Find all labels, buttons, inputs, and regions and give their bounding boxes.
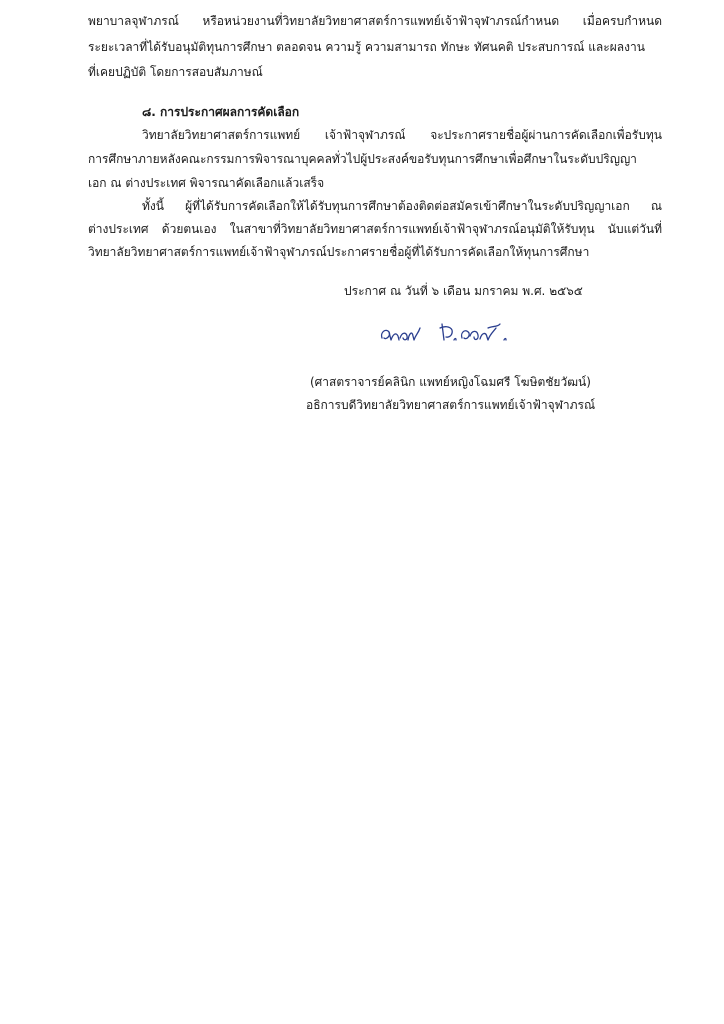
- section-8-para-2-line-3: วิทยาลัยวิทยาศาสตร์การแพทย์เจ้าฟ้าจุฬาภรณ์ประกาศรายชื่อผู้ที่ได้รับการคัดเลือกให้ทุนการศึกษา: [88, 245, 590, 259]
- section-8-para-1-line-1: [142, 127, 662, 143]
- signature-stroke: [454, 339, 456, 341]
- para-2-line-2-part-1: ต่างประเทศ: [88, 222, 149, 236]
- signature-stroke: [480, 328, 496, 340]
- signature-stroke: [470, 331, 478, 339]
- section-8-heading: ๘. การประกาศผลการคัดเลือก: [142, 105, 300, 119]
- announcement-date: ประกาศ ณ วันที่ ๖ เดือน มกราคม พ.ศ. ๒๕๖๕: [344, 284, 583, 298]
- para-2-line-2-part-2: ด้วยตนเอง: [161, 222, 217, 236]
- signature-stroke: [462, 331, 470, 339]
- section-8-para-1-line-3: เอก ณ ต่างประเทศ พิจารณาคัดเลือกแล้วเสร็จ: [88, 176, 325, 190]
- para-2-line-1-part-3: ณ: [650, 199, 662, 213]
- signature-image: [376, 316, 526, 350]
- section-8-para-2-line-1: [142, 198, 662, 214]
- section-8-para-1-line-2: การศึกษาภายหลังคณะกรรมการพิจารณาบุคคลทั่วไปผู้ประสงค์ขอรับทุนการศึกษาเพื่อศึกษาในระดับปริญญา: [88, 152, 637, 166]
- para-1-line-1-part-1: วิทยาลัยวิทยาศาสตร์การแพทย์: [142, 128, 301, 142]
- intro-line-1-part-3: เมื่อครบกำหนด: [582, 14, 662, 28]
- intro-line-1: [88, 13, 662, 29]
- signature-stroke: [382, 330, 390, 338]
- para-2-line-1-part-2: ผู้ที่ได้รับการคัดเลือกให้ได้รับทุนการศึกษาต้องติดต่อสมัครเข้าศึกษาในระดับปริญญาเอก: [185, 199, 630, 213]
- signature-stroke: [440, 327, 452, 337]
- signer-title: อธิการบดีวิทยาลัยวิทยาศาสตร์การแพทย์เจ้าฟ้าจุฬาภรณ์: [306, 398, 596, 412]
- intro-line-2: ระยะเวลาที่ได้รับอนุมัติทุนการศึกษา ตลอดจน ความรู้ ความสามารถ ทักษะ ทัศนคติ ประสบการณ์ และผลงาน: [88, 40, 645, 54]
- para-2-line-2-part-3: ในสาขาที่วิทยาลัยวิทยาศาสตร์การแพทย์เจ้าฟ้าจุฬาภรณ์อนุมัติให้รับทุน: [229, 222, 595, 236]
- signature-stroke: [504, 339, 506, 341]
- intro-line-1-part-2: หรือหน่วยงานที่วิทยาลัยวิทยาศาสตร์การแพทย์เจ้าฟ้าจุฬาภรณ์กำหนด: [202, 14, 560, 28]
- signature-stroke: [488, 324, 500, 328]
- para-2-line-2-part-4: นับแต่วันที่: [607, 222, 662, 236]
- signer-name: (ศาสตราจารย์คลินิก แพทย์หญิงโฉมศรี โฆษิตชัยวัฒน์): [310, 375, 591, 389]
- intro-line-3: ที่เคยปฏิบัติ โดยการสอบสัมภาษณ์: [88, 65, 263, 79]
- signature-stroke: [408, 328, 420, 340]
- para-2-line-1-part-1: ทั้งนี้: [142, 199, 164, 213]
- signature-stroke: [400, 333, 407, 340]
- section-8-para-2-line-2: [88, 221, 662, 237]
- intro-line-1-part-1: พยาบาลจุฬาภรณ์: [88, 14, 179, 28]
- para-1-line-1-part-2: เจ้าฟ้าจุฬาภรณ์: [324, 128, 406, 142]
- signature-stroke: [389, 332, 399, 340]
- para-1-line-1-part-3: จะประกาศรายชื่อผู้ผ่านการคัดเลือกเพื่อรับทุน: [430, 128, 662, 142]
